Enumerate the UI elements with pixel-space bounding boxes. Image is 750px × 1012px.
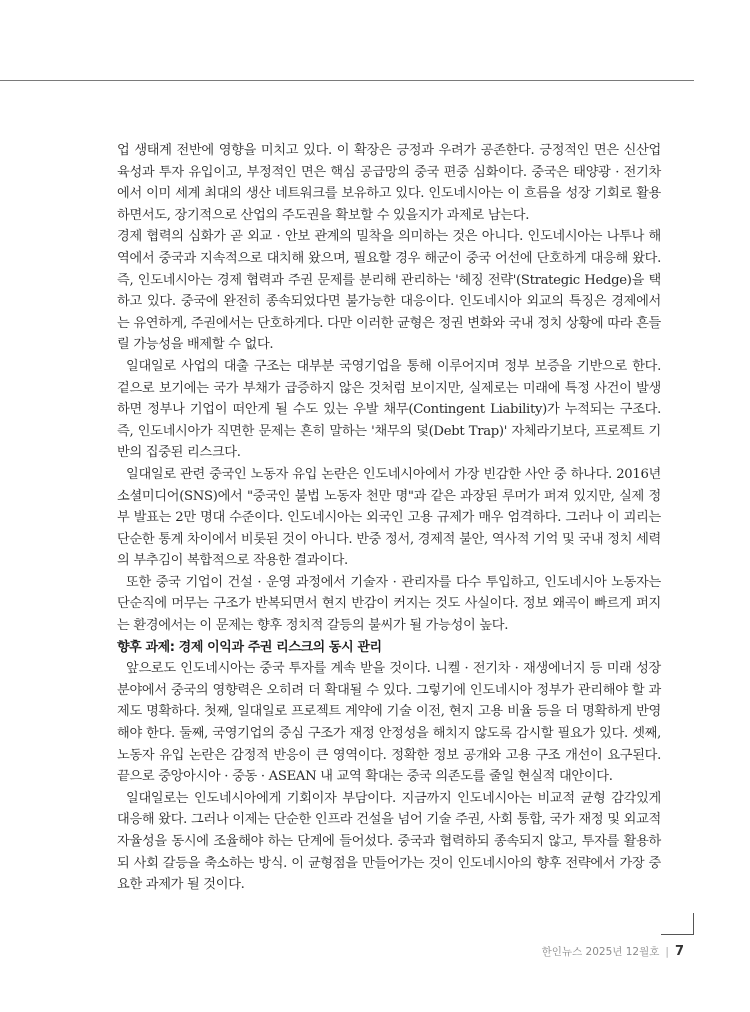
paragraph-7: 일대일로는 인도네시아에게 기회이자 부담이다. 지금까지 인도네시아는 비교적 균형 감각있게 대응해 왔다. 그러나 이제는 단순한 인프라 건설을 넘어 기술 주권, 사회 통합, 국가 재정 및 외교적 자율성을 동시에 조율해야 하는 단계에 들어섰다. 중국과 협력하되 종속되지 않고, 투자를 활용하되 사회 갈등을 축소하는 방식. 이 균형점을 만들어가는 것이 인도네시아의 향후 전략에서 가장 중요한 과제가 될 것이다. [117, 790, 661, 893]
paragraph-1: 업 생태계 전반에 영향을 미치고 있다. 이 확장은 긍정과 우려가 공존한다. 긍정적인 면은 신산업 육성과 투자 유입이고, 부정적인 면은 핵심 공급망의 중국 편중 심화이다. 중국은 태양광 · 전기차에서 이미 세계 최대의 생산 네트워크를 보유하고 있다. 인도네시아는 이 흐름을 성장 기회로 활용하면서도, 장기적으로 산업의 주도권을 확보할 수 있을지가 과제로 남는다. [117, 143, 661, 223]
section-heading: 향후 과제: 경제 이익과 주권 리스크의 동시 관리 [117, 639, 382, 655]
publication-name: 한인뉴스 2025년 12월호 [541, 946, 660, 958]
footer-separator: | [665, 945, 669, 958]
paragraph-5: 또한 중국 기업이 건설 · 운영 과정에서 기술자 · 관리자를 다수 투입하고, 인도네시아 노동자는 단순직에 머무는 구조가 반복되면서 현지 반감이 커지는 것도 사실이다. 정보 왜곡이 빠르게 퍼지는 환경에서는 이 문제는 향후 정치적 갈등의 불씨가 될 가능성이 높다. [117, 574, 661, 634]
page-footer [542, 944, 684, 959]
corner-mark-horizontal [661, 934, 694, 935]
paragraph-2: 경제 협력의 심화가 곧 외교 · 안보 관계의 밀착을 의미하는 것은 아니다. 인도네시아는 나투나 해역에서 중국과 지속적으로 대치해 왔으며, 필요할 경우 해군이 중국 어선에 단호하게 대응해 왔다. 즉, 인도네시아는 경제 협력과 주권 문제를 분리해 관리하는 '헤징 전략'(Strategic Hedge)을 택하고 있다. 중국에 완전히 종속되었다면 불가능한 대응이다. 인도네시아 외교의 특징은 경제에서는 유연하게, 주권에서는 단호하게다. 다만 이러한 균형은 정권 변화와 국내 정치 상황에 따라 흔들릴 가능성을 배제할 수 없다. [117, 229, 661, 353]
article-body [117, 140, 661, 896]
paragraph-6: 앞으로도 인도네시아는 중국 투자를 계속 받을 것이다. 니켈 · 전기차 · 재생에너지 등 미래 성장 분야에서 중국의 영향력은 오히려 더 확대될 수 있다. 그렇기에 인도네시아 정부가 관리해야 할 과제도 명확하다. 첫째, 일대일로 프로젝트 계약에 기술 이전, 현지 고용 비율 등을 더 명확하게 반영해야 한다. 둘째, 국영기업의 중심 구조가 재정 안정성을 해치지 않도록 감시할 필요가 있다. 셋째, 노동자 유입 논란은 감정적 반응이 큰 영역이다. 정확한 정보 공개와 고용 구조 개선이 요구된다. 끝으로 중앙아시아 · 중동 · ASEAN 내 교역 확대는 중국 의존도를 줄일 현실적 대안이다. [117, 661, 661, 785]
page-number: 7 [674, 944, 684, 959]
paragraph-3: 일대일로 사업의 대출 구조는 대부분 국영기업을 통해 이루어지며 정부 보증을 기반으로 한다. 겉으로 보기에는 국가 부채가 급증하지 않은 것처럼 보이지만, 실제로는 미래에 특정 사건이 발생하면 정부나 기업이 떠안게 될 수도 있는 우발 채무(Contingent Liability)가 누적되는 구조다. 즉, 인도네시아가 직면한 문제는 흔히 말하는 '채무의 덫(Debt Trap)' 자체라기보다, 프로젝트 기반의 집중된 리스크다. [117, 358, 661, 461]
corner-mark-vertical [693, 913, 694, 935]
paragraph-4: 일대일로 관련 중국인 노동자 유입 논란은 인도네시아에서 가장 빈감한 사안 중 하나다. 2016년 소셜미디어(SNS)에서 "중국인 불법 노동자 천만 명"과 같은 과장된 루머가 퍼져 있지만, 실제 정부 발표는 2만 명대 수준이다. 인도네시아는 외국인 고용 규제가 매우 엄격하다. 그러나 이 괴리는 단순한 통계 차이에서 비롯된 것이 아니다. 반중 정서, 경제적 불안, 역사적 기억 및 국내 정치 세력의 부추김이 복합적으로 작용한 결과이다. [117, 466, 661, 569]
top-divider [0, 80, 694, 81]
